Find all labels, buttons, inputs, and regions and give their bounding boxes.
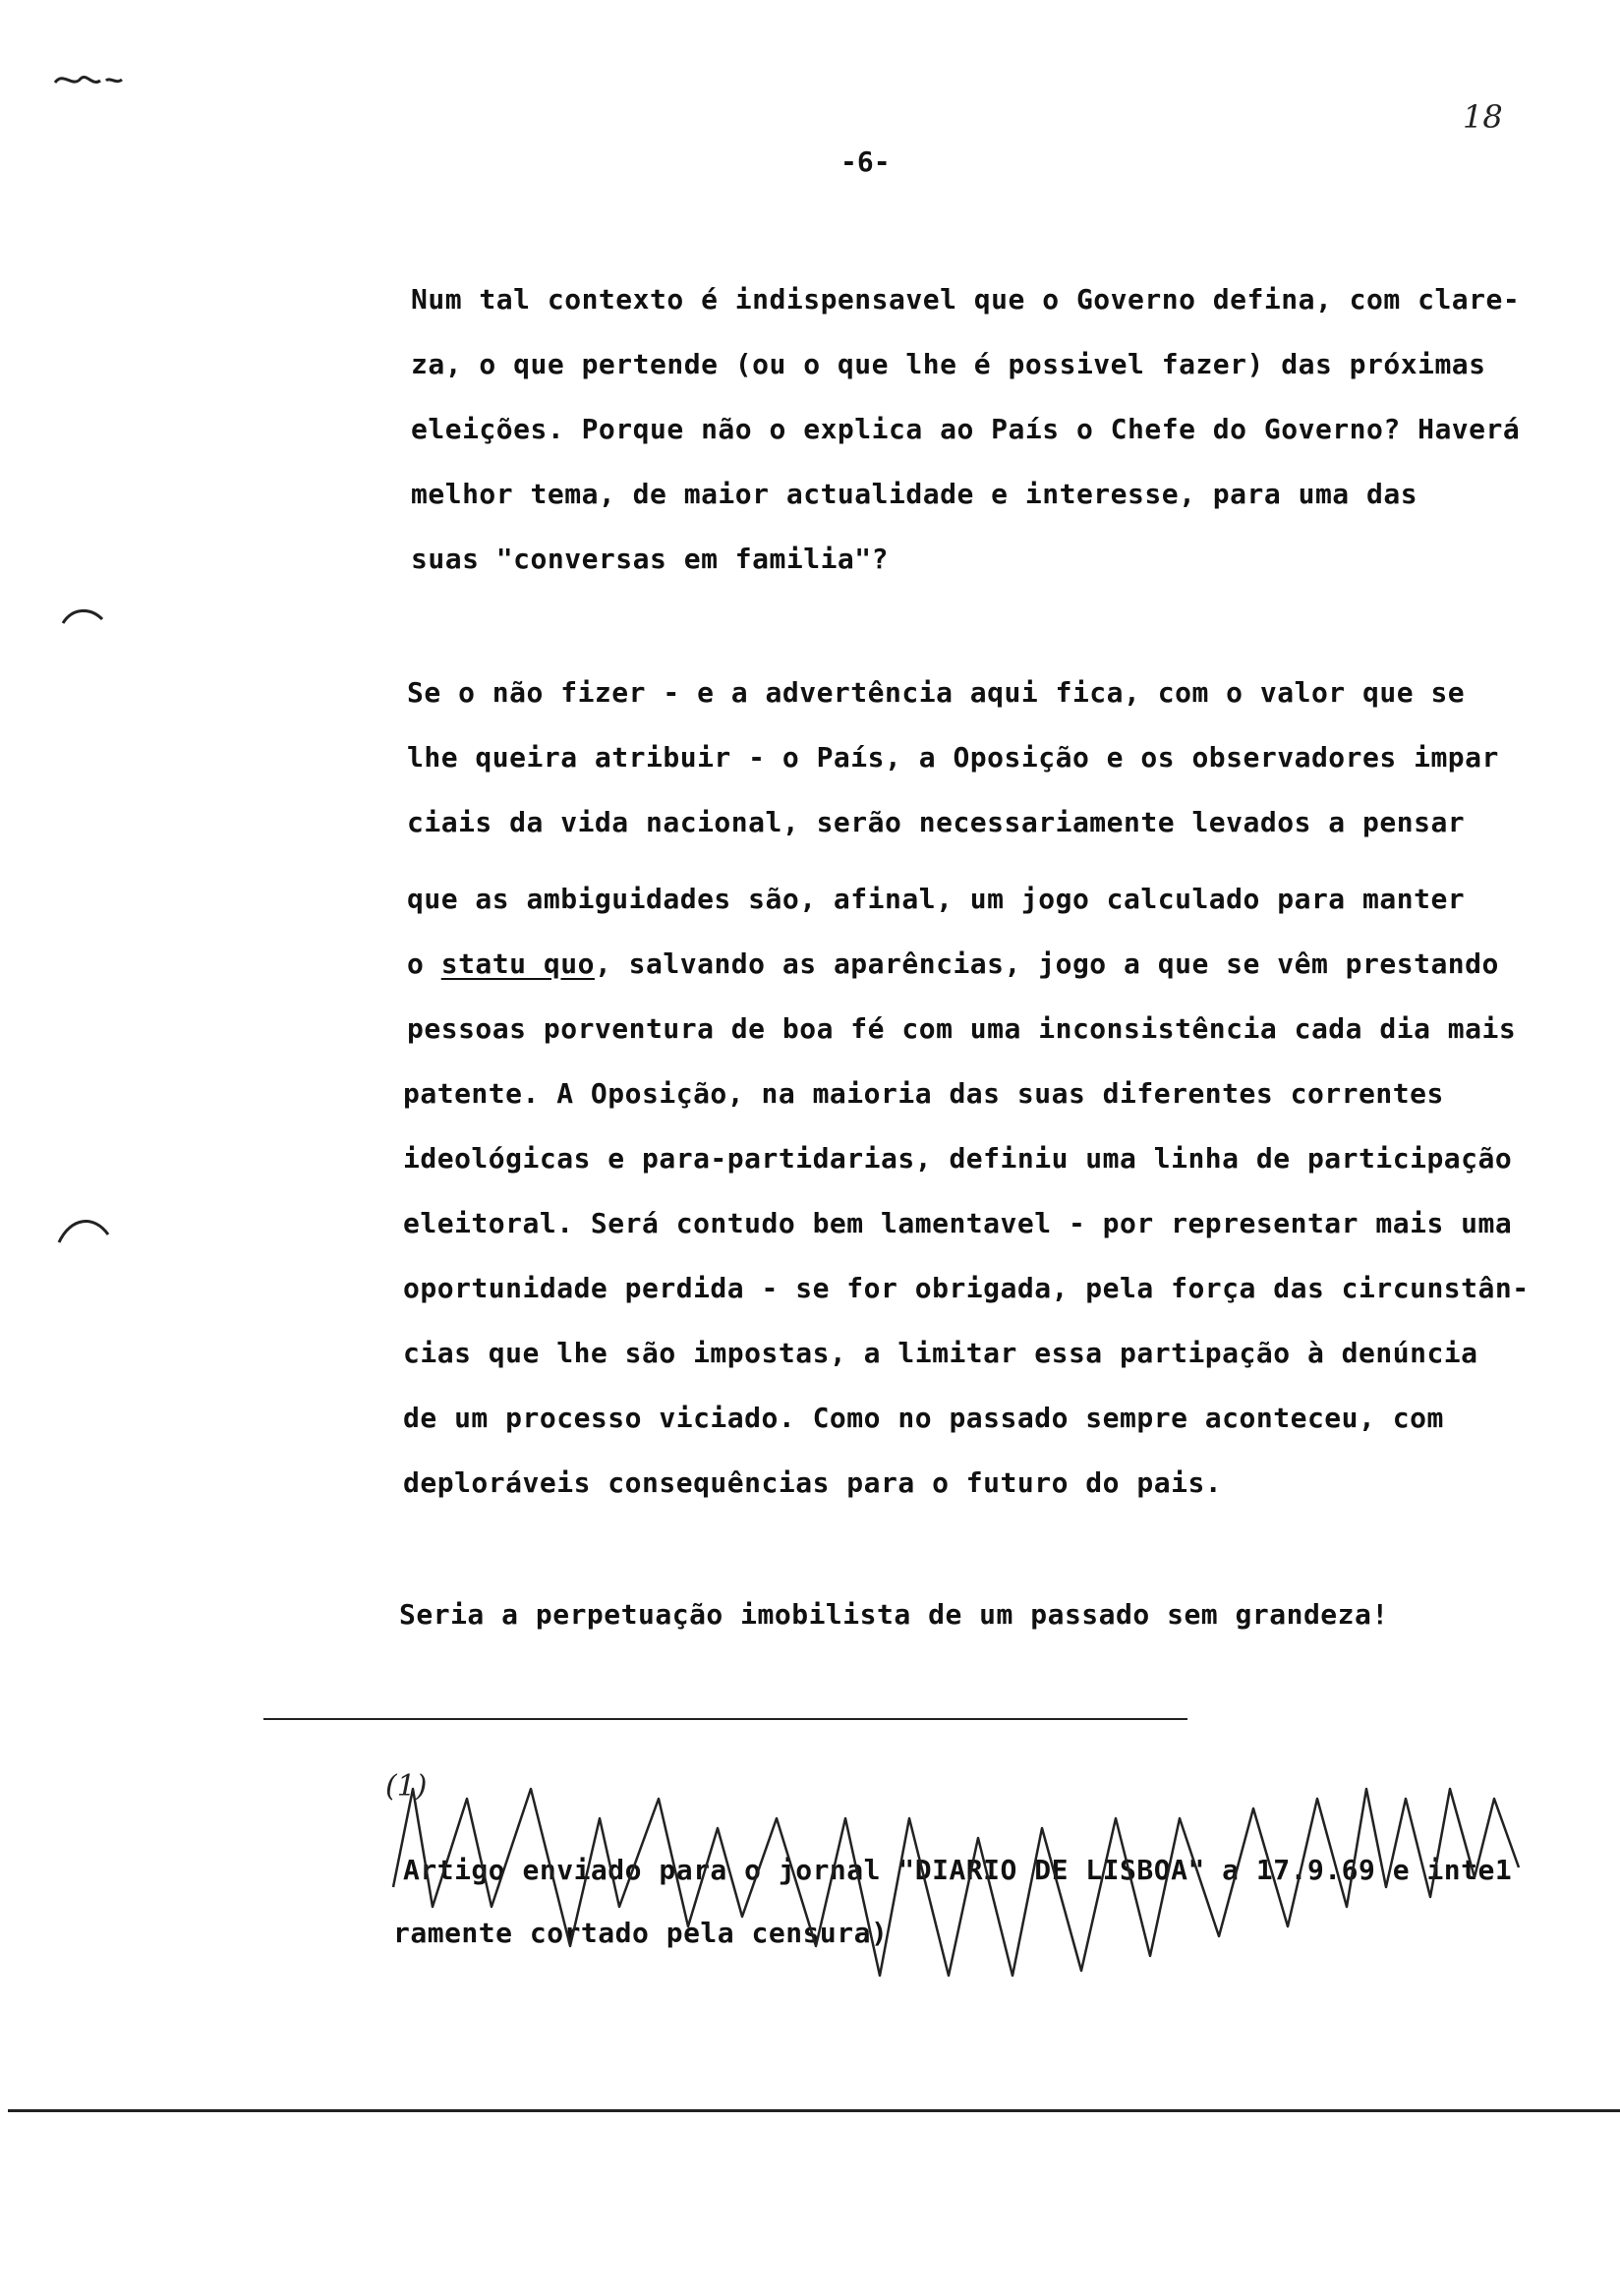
body-line: oportunidade perdida - se for obrigada, pela força das circunstân- bbox=[403, 1272, 1530, 1304]
body-text: , salvando as aparências, jogo a que se vêm prestando bbox=[594, 947, 1499, 980]
body-line: ideológicas e para-partidarias, definiu uma linha de participação bbox=[403, 1142, 1513, 1175]
body-line: Num tal contexto é indispensavel que o Governo defina, com clare- bbox=[411, 283, 1521, 316]
body-line: eleições. Porque não o explica ao País o Chefe do Governo? Haverá bbox=[411, 413, 1521, 445]
footnote-line: ramente cortado pela censura) bbox=[393, 1917, 889, 1949]
body-line: pessoas porventura de boa fé com uma inconsistência cada dia mais bbox=[407, 1012, 1517, 1045]
punch-hole-mark bbox=[55, 1211, 114, 1250]
body-text: o bbox=[407, 947, 441, 980]
body-line: suas "conversas em familia"? bbox=[411, 543, 890, 575]
body-line: Se o não fizer - e a advertência aqui fica, com o valor que se bbox=[407, 676, 1466, 709]
handwritten-corner-mark bbox=[51, 61, 130, 100]
body-line-with-emphasis bbox=[407, 947, 1499, 981]
footnote-separator bbox=[263, 1718, 1187, 1720]
body-line: patente. A Oposição, na maioria das suas diferentes correntes bbox=[403, 1077, 1444, 1110]
body-line: melhor tema, de maior actualidade e interesse, para uma das bbox=[411, 478, 1418, 510]
footnote-marker: (1) bbox=[385, 1769, 428, 1804]
body-line: de um processo viciado. Como no passado sempre aconteceu, com bbox=[403, 1402, 1444, 1434]
underlined-term: statu quo bbox=[440, 947, 595, 980]
body-line: cias que lhe são impostas, a limitar essa partipação à denúncia bbox=[403, 1337, 1478, 1369]
body-line: Seria a perpetuação imobilista de um passado sem grandeza! bbox=[399, 1598, 1389, 1631]
body-line: deploráveis consequências para o futuro do pais. bbox=[403, 1466, 1223, 1499]
punch-hole-mark bbox=[59, 602, 108, 631]
body-line: ciais da vida nacional, serão necessariamente levados a pensar bbox=[407, 806, 1466, 838]
body-line: que as ambiguidades são, afinal, um jogo calculado para manter bbox=[407, 883, 1466, 915]
body-line: za, o que pertende (ou o que lhe é possivel fazer) das próximas bbox=[411, 348, 1486, 380]
bottom-rule bbox=[8, 2109, 1620, 2112]
body-line: lhe queira atribuir - o País, a Oposição e os observadores impar bbox=[407, 741, 1499, 774]
handwritten-strikethrough-scribble bbox=[374, 1759, 1602, 1995]
footnote-line: Artigo enviado para o jornal "DIARIO DE LISBOA" a 17.9.69 e inte1 bbox=[403, 1854, 1513, 1886]
page-number: -6- bbox=[840, 145, 891, 178]
body-line: eleitoral. Será contudo bem lamentavel - por representar mais uma bbox=[403, 1207, 1513, 1239]
folio-number: 18 bbox=[1463, 98, 1503, 136]
